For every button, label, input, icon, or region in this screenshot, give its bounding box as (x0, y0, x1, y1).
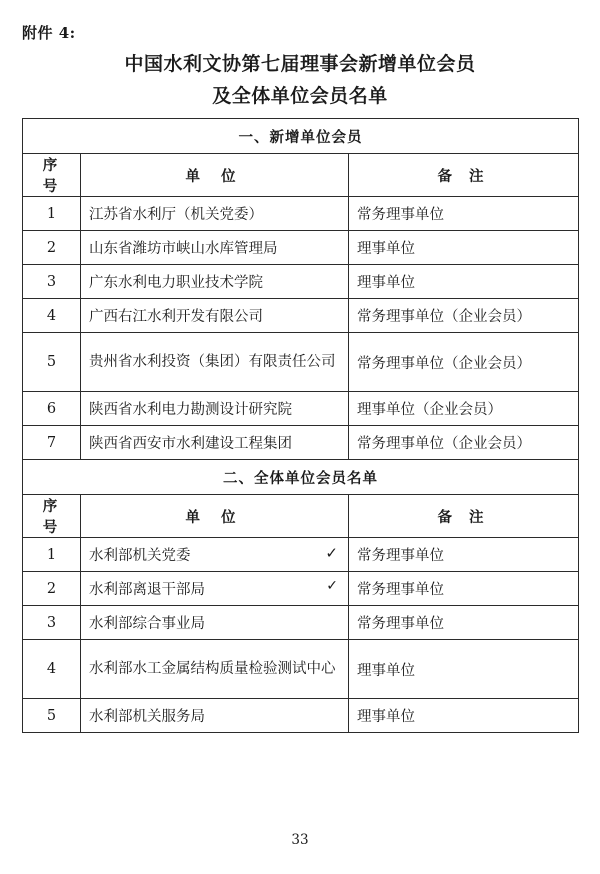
page-title (0, 48, 600, 112)
header-no: 序 号 (23, 154, 81, 197)
table-row (23, 640, 579, 699)
row-note: 常务理事单位 (349, 197, 579, 231)
row-unit (81, 572, 349, 606)
row-unit (81, 538, 349, 572)
header-no: 序 号 (23, 495, 81, 538)
page-number: 33 (291, 832, 309, 848)
header-note: 备 注 (349, 495, 579, 538)
table-row (23, 231, 579, 265)
check-icon: ✓ (326, 578, 338, 594)
table-row (23, 538, 579, 572)
section-2-title: 二、全体单位会员名单 (23, 460, 579, 495)
table-row (23, 572, 579, 606)
table-row (23, 606, 579, 640)
row-note: 理事单位 (349, 699, 579, 733)
row-note: 常务理事单位 (349, 606, 579, 640)
row-note: 理事单位 (349, 265, 579, 299)
member-list-table (22, 118, 579, 733)
row-no: 1 (23, 197, 81, 231)
row-note: 常务理事单位 (349, 538, 579, 572)
row-note: 理事单位 (349, 640, 579, 699)
row-note: 理事单位（企业会员） (349, 392, 579, 426)
row-note: 常务理事单位 (349, 572, 579, 606)
row-no: 6 (23, 392, 81, 426)
row-unit: 山东省潍坊市峡山水库管理局 (81, 231, 349, 265)
row-no: 2 (23, 231, 81, 265)
table-row (23, 392, 579, 426)
attachment-label: 附件 4: (22, 24, 76, 42)
section-1-title: 一、新增单位会员 (23, 119, 579, 154)
row-no: 7 (23, 426, 81, 460)
row-unit: 水利部水工金属结构质量检验测试中心 (81, 640, 349, 699)
title-line-1: 中国水利文协第七届理事会新增单位会员 (124, 53, 476, 75)
header-unit: 单 位 (81, 495, 349, 538)
row-no: 1 (23, 538, 81, 572)
row-no: 3 (23, 606, 81, 640)
row-unit: 陕西省水利电力勘测设计研究院 (81, 392, 349, 426)
row-unit: 广西右江水利开发有限公司 (81, 299, 349, 333)
row-no: 4 (23, 640, 81, 699)
check-icon: ✓ (325, 544, 338, 562)
row-note: 常务理事单位（企业会员） (349, 299, 579, 333)
row-unit: 江苏省水利厅（机关党委） (81, 197, 349, 231)
row-unit: 广东水利电力职业技术学院 (81, 265, 349, 299)
section-header-row (23, 119, 579, 154)
row-note: 常务理事单位（企业会员） (349, 333, 579, 392)
table-row (23, 699, 579, 733)
row-unit: 水利部机关服务局 (81, 699, 349, 733)
row-no: 2 (23, 572, 81, 606)
title-line-2: 及全体单位会员名单 (212, 85, 388, 107)
row-no: 3 (23, 265, 81, 299)
row-unit: 水利部综合事业局 (81, 606, 349, 640)
row-no: 4 (23, 299, 81, 333)
header-unit: 单 位 (81, 154, 349, 197)
row-unit: 陕西省西安市水利建设工程集团 (81, 426, 349, 460)
column-header-row (23, 495, 579, 538)
row-unit-text: 水利部机关党委 (89, 548, 191, 564)
row-unit: 贵州省水利投资（集团）有限责任公司 (81, 333, 349, 392)
table-row (23, 197, 579, 231)
header-note: 备 注 (349, 154, 579, 197)
row-note: 常务理事单位（企业会员） (349, 426, 579, 460)
row-unit-text: 水利部离退干部局 (89, 582, 205, 598)
table-row (23, 299, 579, 333)
table-row (23, 426, 579, 460)
row-note: 理事单位 (349, 231, 579, 265)
column-header-row (23, 154, 579, 197)
section-header-row (23, 460, 579, 495)
table-row (23, 265, 579, 299)
table-row (23, 333, 579, 392)
row-no: 5 (23, 333, 81, 392)
row-no: 5 (23, 699, 81, 733)
